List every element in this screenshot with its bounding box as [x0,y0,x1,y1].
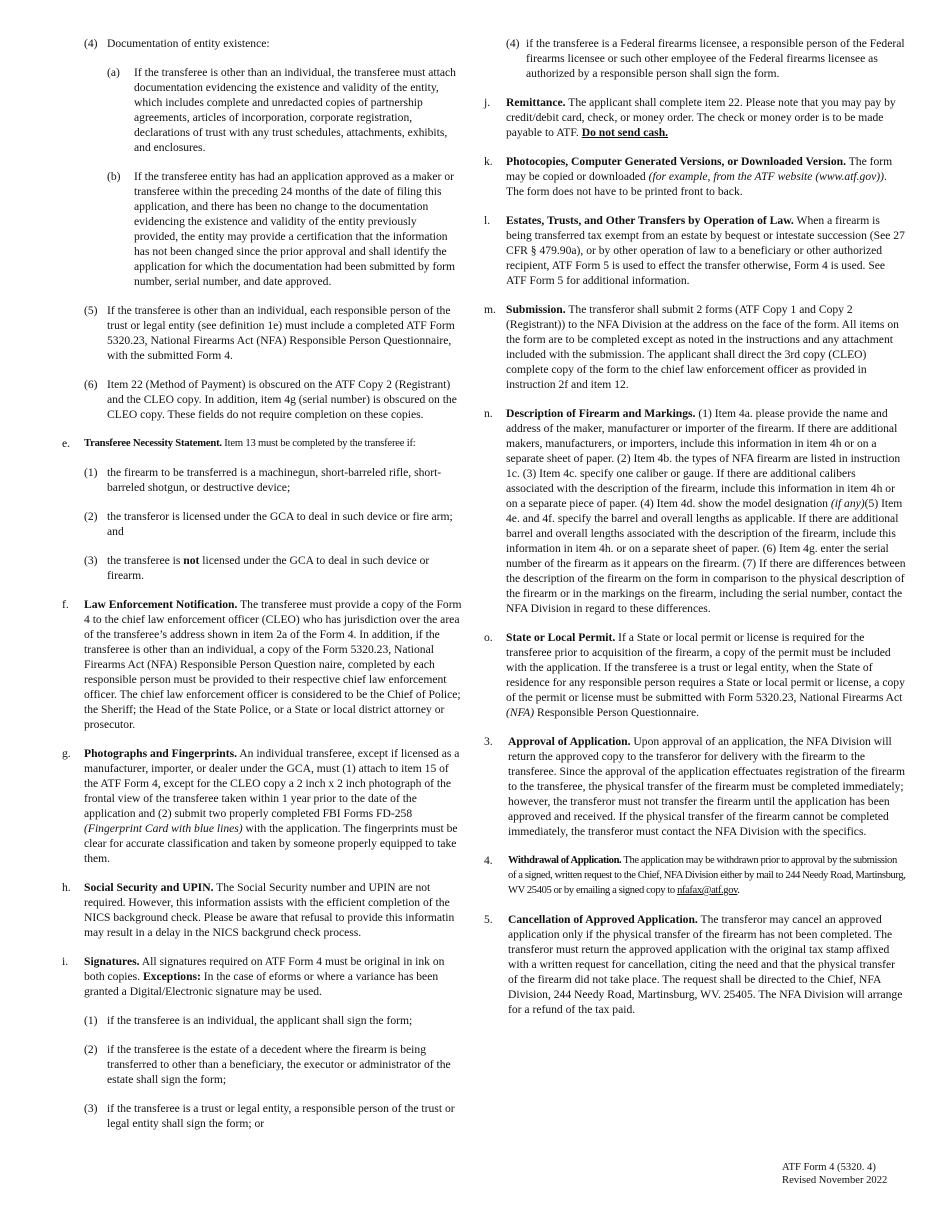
section-text: The transferor may cancel an approved application only if the physical transfer of the firearm has not been completed. The transferor must return the approved application with the original tax stamp affixed with a written request for cancellation, citing the need and that the physical transfer of the firearm did not take place. The request shall be directed to the Chief, NFA Division, 244 Needy Road, Martinsburg, WV. 25405. The NFA Division will arrange for a refund of the tax paid. [508,913,903,1016]
page-footer [782,1161,887,1187]
section-heading: Signatures. [84,955,140,968]
section-l [484,213,906,288]
item-d4a [107,65,462,155]
section-text-cont: . The form does not have to be printed front to back. [506,170,887,198]
section-n [484,406,906,616]
section-text: When a firearm is being transferred tax exempt from an estate by bequest or intestate succession (See 27 CFR § 479.90a), or by other operation of law to a beneficiary or other authorized recipient, ATF Form 5 is used to effect the transfer otherwise, Form 4 is used. See ATF Form 5 for additional information. [506,214,905,287]
section-italic: (if any) [830,497,865,510]
item-i2 [84,1042,462,1087]
section-text: (1) Item 4a. please provide the name and address of the maker, manufacturer or importer of the firearm. If there are additional makers, manufacturers, or importers, include this information in item 4h or on a separate sheet of paper. (2) Item 4b. the types of NFA firearm are listed in instruction 1c. (3) Item 4c. specify one caliber or gauge. If there are additional calibers associated with the description of the firearm, include this information in item 4h or on a separate piece of paper. (4) Item 4d. show the model designation [506,407,901,510]
item-e2 [84,509,462,539]
section-text-cont: . [737,885,740,896]
item-label: (b) [107,170,121,183]
revision-date: Revised November 2022 [782,1175,888,1186]
left-column [62,36,462,1131]
section-k [484,154,906,199]
item-label: (a) [107,66,120,79]
item-text: the transferor is licensed under the GCA to deal in such device or fire arm; and [107,510,453,538]
section-f [62,597,462,732]
section-m [484,302,906,392]
section-g [62,746,462,866]
item-label: (4) [506,37,520,50]
item-i3 [84,1101,462,1131]
item-text-cont: licensed under the GCA to deal in such device or firearm. [107,554,430,582]
section-5 [484,912,906,1017]
section-text: An individual transferee, except if licensed as a manufacturer, importer, or dealer under the GCA, must (1) attach to item 15 of the ATF Form 4, except for the CLEO copy a 2 inch x 2 inch photograph of the frontal view of the transferee taken within 1 year prior to the date of the application and (2) submit two properly completed FBI Forms FD-258 [84,747,460,820]
section-heading: Photographs and Fingerprints. [84,747,237,760]
item-i1 [84,1013,462,1028]
section-italic: (NFA) [506,706,535,719]
section-heading: Withdrawal of Application. [508,855,622,866]
item-text: If the transferee is other than an individual, the transferee must attach documentation evidencing the existence and validity of the entity, which includes complete and unredacted copies of partnership agreements, articles of incorporation, corporate registration, declarations of trust with any trust schedules, attachments, exhibits, and enclosures. [134,66,456,154]
section-o [484,630,906,720]
item-label: (1) [84,466,98,479]
section-j [484,95,906,140]
section-heading: Photocopies, Computer Generated Versions, or Downloaded Version. [506,155,846,168]
section-label: f. [62,598,69,611]
section-text: The Social Security number and UPIN are not required. However, this information assists with the efficient completion of the NICS background check. Please be aware that refusal to provide this informatin may result in a delay in the NICS backgrund check process. [84,881,455,939]
item-text: if the transferee is a trust or legal entity, a responsible person of the trust or legal entity shall sign the form; or [107,1102,455,1130]
section-label: j. [484,96,491,109]
section-emphasis: Exceptions: [142,970,201,983]
item-label: (2) [84,510,98,523]
form-number: ATF Form 4 (5320. 4) [782,1162,876,1173]
section-label: o. [484,631,493,644]
item-text: If the transferee is other than an individual, each responsible person of the trust or legal entity (see definition 1e) must include a completed ATF Form 5320.23, National Firearms Act (NFA) Responsible Person Questionnaire, with the submitted Form 4. [107,304,455,362]
section-label: i. [62,955,69,968]
section-text: The transferee must provide a copy of the Form 4 to the chief law enforcement officer (CLEO) who has jurisdiction over the area of the transferee’s address shown in item 2a of the Form 4. In addition, if the transferee is other than an individual, a copy of the Form 5320.23, National Firearms Act (NFA) Responsible Person Question naire, completed by each responsible person must be provided to their respective chief law enforcement officer. The chief law enforcement officer is considered to be the Chief of Police; the Sheriff; the Head of the State Police, or a State or local district attorney or prosecutor. [84,598,462,731]
section-emphasis: Do not send cash. [581,126,669,139]
section-text: The form may be copied or downloaded [506,155,893,183]
item-label: (1) [84,1014,98,1027]
section-label: 4. [484,854,493,867]
item-text: if the transferee is the estate of a decedent where the firearm is being transferred to other than a beneficiary, the executor or administrator of the estate shall sign the form; [107,1043,451,1086]
section-heading: Transferee Necessity Statement. [84,438,222,449]
section-heading: Cancellation of Approved Application. [508,913,698,926]
section-heading: Estates, Trusts, and Other Transfers by Operation of Law. [506,214,794,227]
section-text-cont: with the application. The fingerprints must be clear for accurate classification and taken by someone properly equipped to take them. [84,822,458,865]
section-h [62,880,462,940]
item-label: (6) [84,378,98,391]
section-e [62,436,462,451]
section-heading: Submission. [506,303,566,316]
section-heading: Remittance. [506,96,566,109]
section-italic: (Fingerprint Card with blue lines) [84,822,243,835]
section-heading: Description of Firearm and Markings. [506,407,696,420]
item-emphasis: not [183,554,200,567]
section-label: m. [484,303,496,316]
section-label: e. [62,437,71,450]
section-label: k. [484,155,493,168]
section-text: The application may be withdrawn prior to approval by the submission of a signed, written request to the Chief, NFA Division either by mail to 244 Needy Road, Martinsburg, WV 25405 or by emailing a signed copy to [508,855,906,896]
item-label: (3) [84,554,98,567]
item-e3 [84,553,462,583]
section-text: All signatures required on ATF Form 4 must be original in ink on both copies. [84,955,445,983]
section-3 [484,734,906,839]
item-text: Item 22 (Method of Payment) is obscured on the ATF Copy 2 (Registrant) and the CLEO copy. In addition, item 4g (serial number) is obscured on the CLEO copy. These fields do not require completion on these copies. [107,378,457,421]
section-label: l. [484,214,491,227]
section-4 [484,853,906,898]
item-d5 [84,303,462,363]
item-label: (3) [84,1102,98,1115]
section-italic: (for example, from the ATF website (www.atf.gov)) [648,170,885,183]
section-heading: Approval of Application. [508,735,631,748]
section-heading: Social Security and UPIN. [84,881,214,894]
item-i4 [506,36,906,81]
item-label: (4) [84,37,98,50]
item-e1 [84,465,462,495]
section-label: g. [62,747,71,760]
section-text-cont: In the case of eforms or where a variance has been granted a Digital/Electronic signature may be used. [84,970,439,998]
section-text: The transferor shall submit 2 forms (ATF Copy 1 and Copy 2 (Registrant)) to the NFA Division at the address on the face of the form. All items on the form are to be completed except as noted in the instructions and any attachment included with the submission. The applicant shall direct the 3rd copy (CLEO) complete copy of the form to the chief law enforcement officer as provided in instruction 2f and item 12. [506,303,899,391]
item-label: (5) [84,304,98,317]
section-label: 5. [484,913,493,926]
section-text-cont: (5) Item 4e. and 4f. specify the barrel and overall lengths as applicable. If there are additional barrel and overall lengths associated with the description of the firearm, include this information in item 4h. or on a separate sheet of paper. (6) Item 4g. enter the serial number of the firearm as it appears on the firearm. (7) If there are differences between the description of the firearm on the form in comparison to the physical description of the firearm or in the markings on the firearm, including the serial number, contact the NFA Division in regard to these differences. [506,497,906,615]
section-label: 3. [484,735,493,748]
section-text: Upon approval of an application, the NFA Division will return the approved copy to the transferor for delivery with the firearm to the transferee. Since the approval of the application effectuates registration of the firearm to the transferee, the physical transfer of the firearm must be completed immediately; however, the transferor must not transfer the firearm until the application has been approved and received. If the physical transfer of the firearm cannot be completed immediately, the transferor must contact the NFA Division with the specifics. [508,735,906,838]
section-label: n. [484,407,493,420]
section-text-cont: Responsible Person Questionnaire. [534,706,699,719]
section-heading: Law Enforcement Notification. [84,598,238,611]
section-label: h. [62,881,71,894]
item-text: Documentation of entity existence: [107,37,270,50]
email-link[interactable]: nfafax@atf.gov [677,885,738,896]
right-column [484,36,906,1017]
item-text: If the transferee entity has had an application approved as a maker or transferee within the preceding 24 months of the date of filing this application, and there has been no change to the documentation evidencing the existence and validity of the entity previously provided, the entity may provide a certification that the information has not been changed since the prior approval and shall identify the application for which the documentation had been submitted by form number, serial number, and date approved. [134,170,455,288]
section-text: Item 13 must be completed by the transferee if: [221,438,416,449]
item-text: if the transferee is a Federal firearms licensee, a responsible person of the Federal firearms licensee or such other employee of the Federal firearms licensee as authorized by a responsible person shall sign the form. [526,37,905,80]
item-d6 [84,377,462,422]
item-d4b [107,169,462,289]
item-text: the transferee is [107,554,184,567]
item-text: if the transferee is an individual, the applicant shall sign the form; [107,1014,413,1027]
item-text: the firearm to be transferred is a machinegun, short-barreled rifle, short-barreled shotgun, or destructive device; [107,466,442,494]
section-text: The applicant shall complete item 22. Please note that you may pay by credit/debit card, check, or money order. The check or money order is to be made payable to ATF. [506,96,896,139]
item-d4 [84,36,462,51]
section-heading: State or Local Permit. [506,631,616,644]
item-label: (2) [84,1043,98,1056]
section-i [62,954,462,999]
section-text: If a State or local permit or license is required for the transferee prior to acquisition of the firearm, a copy of the permit must be included with the application. If the transferee is a trust or legal entity, when the State of residence for any responsible person requires a State or local permit or license, a copy of the permit or license must be submitted with Form 5320.23, National Firearms Act [506,631,905,704]
